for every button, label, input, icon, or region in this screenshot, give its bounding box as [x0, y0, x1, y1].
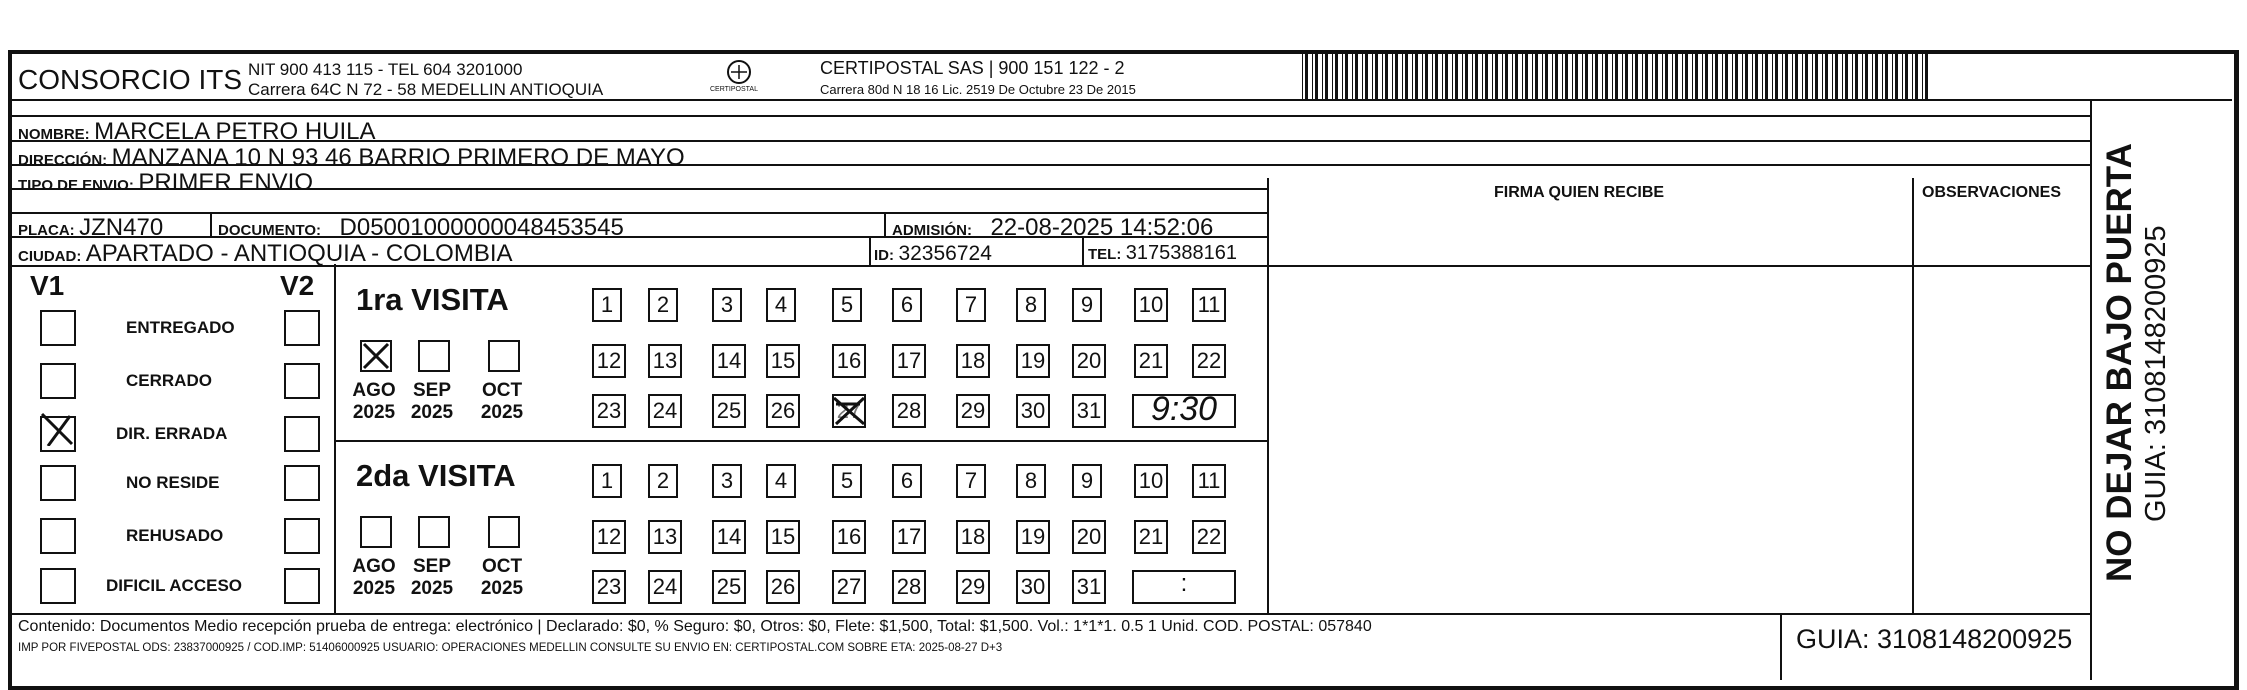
day-box[interactable]: 22 [1192, 520, 1226, 554]
month-checkbox[interactable] [418, 516, 450, 548]
month-label: AGO [352, 556, 396, 577]
city: APARTADO - ANTIOQUIA - COLOMBIA [85, 240, 513, 267]
day-box[interactable]: 2 [648, 464, 678, 498]
day-box[interactable]: 3 [712, 288, 742, 322]
day-box[interactable]: 28 [892, 394, 926, 428]
day-box[interactable]: 7 [956, 288, 986, 322]
day-box[interactable]: 20 [1072, 520, 1106, 554]
address-label: DIRECCIÓN: [18, 152, 108, 169]
signature-header: FIRMA QUIEN RECIBE [1494, 184, 1665, 201]
time-field[interactable] [1132, 390, 1236, 428]
day-box[interactable]: 12 [592, 344, 626, 378]
day-box[interactable]: 15 [766, 520, 800, 554]
plate: JZN470 [79, 214, 164, 241]
day-box[interactable]: 16 [832, 520, 866, 554]
document-number: D05001000000048453545 [339, 214, 624, 241]
footer-print-info: IMP POR FIVEPOSTAL ODS: 23837000925 / COD.IMP: 51406000925 USUARIO: OPERACIONES MEDELLIN CONSULTE SU ENVIO EN: CERTIPOSTAL.COM SOBRE ETA: 2025-08-27 D+3 [18, 642, 1003, 654]
day-box[interactable]: 9 [1072, 464, 1102, 498]
day-box[interactable]: 17 [892, 520, 926, 554]
day-box[interactable]: 19 [1016, 344, 1050, 378]
day-box[interactable]: 17 [892, 344, 926, 378]
id-label: ID: [874, 247, 894, 264]
admission-date: 22-08-2025 14:52:06 [990, 214, 1214, 241]
month-checkbox[interactable] [488, 340, 520, 372]
status-label: NO RESIDE [126, 473, 220, 492]
day-box[interactable]: 13 [648, 520, 682, 554]
day-box[interactable]: 5 [832, 288, 862, 322]
day-box[interactable]: 6 [892, 288, 922, 322]
v2-checkbox[interactable] [284, 465, 320, 501]
day-box[interactable]: 21 [1134, 520, 1168, 554]
v2-checkbox[interactable] [284, 363, 320, 399]
v1-checkbox[interactable] [40, 568, 76, 604]
footer-content: Contenido: Documentos Medio recepción prueba de entrega: electrónico | Declarado: $0, % Seguro: $0, Otros: $0, Flete: $1,500, Total: $1,500. Vol.: 1*1*1. 0.5 1 Unid. COD. POSTAL: 057840 [18, 618, 1372, 635]
day-box[interactable]: 8 [1016, 464, 1046, 498]
day-box[interactable]: 25 [712, 394, 746, 428]
v1-checkbox[interactable] [40, 518, 76, 554]
company-name: CONSORCIO ITS [18, 64, 243, 95]
month-label: OCT [481, 556, 523, 577]
v1-checkbox[interactable] [40, 363, 76, 399]
recipient-name: MARCELA PETRO HUILA [94, 118, 376, 145]
day-box[interactable]: 11 [1192, 288, 1226, 322]
month-checkbox[interactable] [360, 340, 392, 372]
day-box[interactable]: 5 [832, 464, 862, 498]
day-box[interactable]: 31 [1072, 394, 1106, 428]
day-box[interactable]: 18 [956, 520, 990, 554]
day-box[interactable]: 25 [712, 570, 746, 604]
year-label: 2025 [352, 578, 396, 599]
plate-label: PLACA: [18, 222, 75, 239]
v2-label: V2 [280, 270, 315, 301]
logo-caption: CERTIPOSTAL [710, 86, 758, 93]
v1-label: V1 [30, 270, 65, 301]
month-checkbox[interactable] [488, 516, 520, 548]
day-box[interactable]: 26 [766, 570, 800, 604]
status-label: DIFICIL ACCESO [106, 576, 243, 595]
day-box[interactable]: 26 [766, 394, 800, 428]
send-type: PRIMER ENVIO [138, 169, 314, 196]
day-box[interactable]: 30 [1016, 394, 1050, 428]
day-box[interactable]: 23 [592, 394, 626, 428]
day-box[interactable]: 21 [1134, 344, 1168, 378]
year-label: 2025 [480, 402, 524, 423]
day-box[interactable]: 16 [832, 344, 866, 378]
document-label: DOCUMENTO: [218, 222, 322, 239]
time-value: : [1180, 570, 1188, 597]
city-label: CIUDAD: [18, 248, 82, 265]
day-box[interactable]: 19 [1016, 520, 1050, 554]
time-field[interactable] [1132, 570, 1236, 604]
day-box[interactable]: 4 [766, 288, 796, 322]
day-box[interactable]: 3 [712, 464, 742, 498]
day-box[interactable]: 4 [766, 464, 796, 498]
courier-license: Carrera 80d N 18 16 Lic. 2519 De Octubre 23 De 2015 [820, 82, 1136, 97]
day-box[interactable]: 18 [956, 344, 990, 378]
day-box[interactable]: 14 [712, 520, 746, 554]
year-label: 2025 [352, 402, 396, 423]
day-box[interactable]: 6 [892, 464, 922, 498]
day-box[interactable]: 1 [592, 288, 622, 322]
observations-header: OBSERVACIONES [1922, 184, 2061, 201]
month-label: SEP [412, 556, 452, 577]
year-label: 2025 [410, 402, 454, 423]
day-box[interactable]: 31 [1072, 570, 1106, 604]
day-box[interactable]: 24 [648, 570, 682, 604]
day-box[interactable]: 12 [592, 520, 626, 554]
day-box[interactable]: 28 [892, 570, 926, 604]
footer-guia: GUIA: 3108148200925 [1796, 624, 2073, 654]
day-box[interactable]: 8 [1016, 288, 1046, 322]
admission-label: ADMISIÓN: [892, 222, 972, 239]
day-box[interactable]: 7 [956, 464, 986, 498]
company-address: Carrera 64C N 72 - 58 MEDELLIN ANTIOQUIA [248, 80, 604, 99]
day-box[interactable]: 22 [1192, 344, 1226, 378]
status-label: DIR. ERRADA [116, 424, 228, 443]
month-checkbox[interactable] [360, 516, 392, 548]
courier-name: CERTIPOSTAL SAS | 900 151 122 - 2 [820, 58, 1125, 78]
day-box[interactable]: 27 [832, 570, 866, 604]
status-label: CERRADO [126, 371, 212, 390]
month-checkbox[interactable] [418, 340, 450, 372]
day-box[interactable]: 1 [592, 464, 622, 498]
v2-checkbox[interactable] [284, 518, 320, 554]
day-box[interactable]: 15 [766, 344, 800, 378]
status-label: ENTREGADO [126, 318, 235, 337]
v2-checkbox[interactable] [284, 568, 320, 604]
time-value: 9:30 [1150, 390, 1218, 428]
day-box[interactable]: 23 [592, 570, 626, 604]
side-guia: GUIA: 3108148200925 [2140, 225, 2172, 522]
send-type-label: TIPO DE ENVIO: [18, 177, 134, 194]
v1-checkbox[interactable] [40, 465, 76, 501]
recipient-id: 32356724 [898, 242, 992, 265]
v2-checkbox[interactable] [284, 416, 320, 452]
tel-label: TEL: [1088, 246, 1122, 263]
recipient-address: MANZANA 10 N 93 46 BARRIO PRIMERO DE MAYO [111, 144, 685, 171]
company-nit: NIT 900 413 115 - TEL 604 3201000 [248, 60, 523, 79]
visit-title: 2da VISITA [356, 458, 516, 493]
v1-checkbox[interactable] [40, 310, 76, 346]
day-box[interactable]: 14 [712, 344, 746, 378]
day-box[interactable]: 13 [648, 344, 682, 378]
recipient-tel: 3175388161 [1125, 242, 1238, 264]
visit-title: 1ra VISITA [356, 282, 509, 317]
day-box[interactable]: 2 [648, 288, 678, 322]
day-box[interactable]: 24 [648, 394, 682, 428]
day-box[interactable]: 27 [832, 394, 866, 428]
day-box[interactable]: 10 [1134, 464, 1168, 498]
name-label: NOMBRE: [18, 126, 90, 143]
status-label: REHUSADO [126, 526, 224, 545]
month-label: SEP [412, 380, 452, 401]
year-label: 2025 [410, 578, 454, 599]
year-label: 2025 [480, 578, 524, 599]
day-box[interactable]: 29 [956, 394, 990, 428]
day-box[interactable]: 9 [1072, 288, 1102, 322]
day-box[interactable]: 29 [956, 570, 990, 604]
day-box[interactable]: 10 [1134, 288, 1168, 322]
no-dejar-bajo-puerta: NO DEJAR BAJO PUERTA [2100, 143, 2139, 582]
v2-checkbox[interactable] [284, 310, 320, 346]
day-box[interactable]: 30 [1016, 570, 1050, 604]
month-label: OCT [481, 380, 523, 401]
v1-checkbox[interactable] [40, 416, 76, 452]
month-label: AGO [352, 380, 396, 401]
day-box[interactable]: 20 [1072, 344, 1106, 378]
day-box[interactable]: 11 [1192, 464, 1226, 498]
